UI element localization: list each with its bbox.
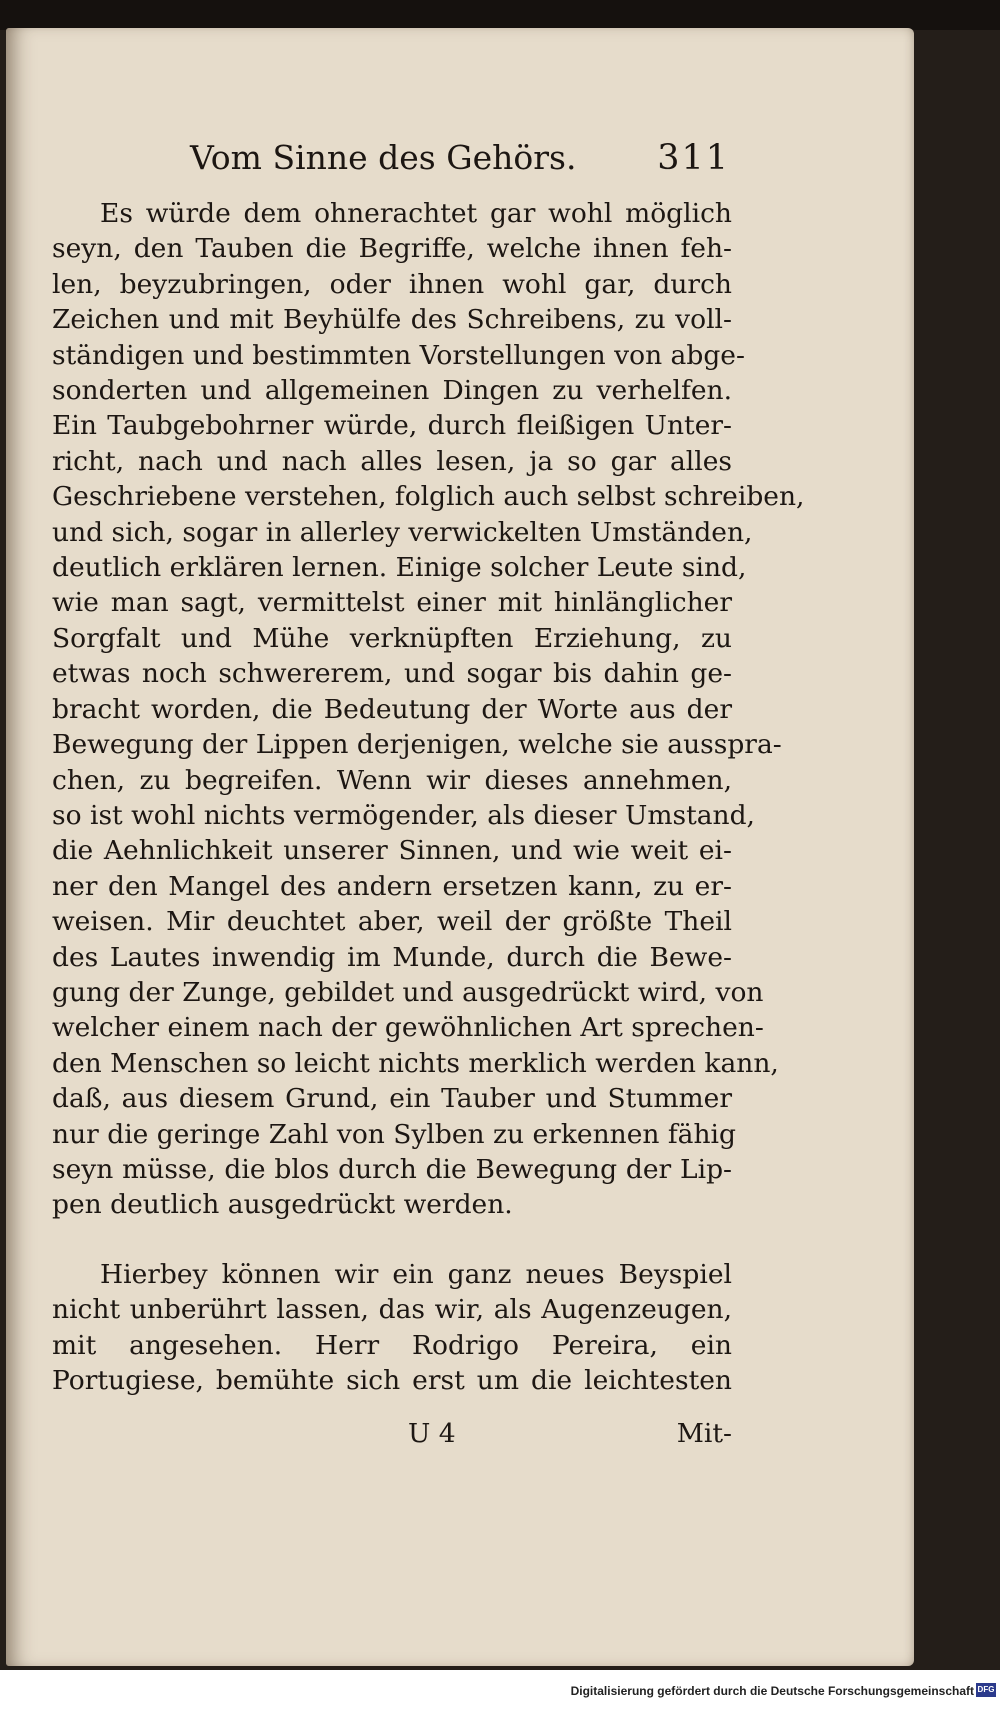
- text-line: und sich, sogar in allerley verwickelten Umständen,: [52, 516, 753, 548]
- text-line: pen deutlich ausgedrückt werden.: [52, 1189, 513, 1221]
- text-line: richt, nach und nach alles lesen, ja so gar alles: [52, 445, 732, 477]
- text-line: Ein Taubgebohrner würde, durch fleißigen Unter-: [52, 410, 732, 442]
- text-line: welcher einem nach der gewöhnlichen Art sprechen-: [52, 1012, 764, 1044]
- text-line: ständigen und bestimmten Vorstellungen von abge-: [52, 339, 745, 371]
- text-line: nur die geringe Zahl von Sylben zu erkennen fähig: [52, 1118, 736, 1150]
- text-line: seyn müsse, die blos durch die Bewegung der Lip-: [52, 1153, 732, 1185]
- text-line: den Menschen so leicht nichts merklich werden kann,: [52, 1047, 779, 1079]
- scan-background-top: [0, 0, 1000, 30]
- running-title: Vom Sinne des Gehörs.: [190, 138, 577, 177]
- text-line: Portugiese, bemühte sich erst um die leichtesten: [52, 1365, 732, 1396]
- text-line: so ist wohl nichts vermögender, als dieser Umstand,: [52, 799, 755, 831]
- text-line: nicht unberührt lassen, das wir, als Augenzeugen,: [52, 1294, 732, 1326]
- page-number: 311: [657, 138, 730, 178]
- paragraph-1: [52, 196, 805, 1223]
- scan-credit-bar: [0, 1670, 1000, 1709]
- page-header: [190, 138, 730, 182]
- text-line: Geschriebene verstehen, folglich auch selbst schreiben,: [52, 481, 805, 513]
- text-line: Zeichen und mit Beyhülfe des Schreibens, zu voll-: [52, 304, 732, 336]
- paragraph-2: [52, 1257, 732, 1399]
- page-footer: [52, 1418, 732, 1454]
- text-line: die Aehnlichkeit unserer Sinnen, und wie weit ei-: [52, 835, 732, 867]
- text-line: bracht worden, die Bedeutung der Worte aus der: [52, 693, 732, 725]
- text-line: daß, aus diesem Grund, ein Tauber und Stummer: [52, 1083, 732, 1115]
- text-line: gung der Zunge, gebildet und ausgedrückt wird, von: [52, 976, 764, 1008]
- text-line: ner den Mangel des andern ersetzen kann, zu er-: [52, 870, 732, 902]
- text-line: chen, zu begreifen. Wenn wir dieses annehmen,: [52, 764, 732, 796]
- text-line: etwas noch schwererem, und sogar bis dahin ge-: [52, 658, 732, 690]
- text-line: weisen. Mir deuchtet aber, weil der größte Theil: [52, 906, 732, 938]
- text-line: len, beyzubringen, oder ihnen wohl gar, durch: [52, 268, 732, 300]
- page-body: [52, 196, 805, 1398]
- text-line: deutlich erklären lernen. Einige solcher Leute sind,: [52, 552, 747, 584]
- text-line: sonderten und allgemeinen Dingen zu verhelfen.: [52, 375, 732, 407]
- text-line: Hierbey können wir ein ganz neues Beyspiel: [100, 1258, 732, 1290]
- catchword: Mit-: [676, 1418, 732, 1449]
- text-line: seyn, den Tauben die Begriffe, welche ihnen feh-: [52, 233, 732, 265]
- text-line: Bewegung der Lippen derjenigen, welche sie aussprа-: [52, 729, 782, 761]
- text-line: des Lautes inwendig im Munde, durch die Bewe-: [52, 941, 732, 973]
- dfg-logo: DFG: [976, 1683, 996, 1697]
- text-line: Es würde dem ohnerachtet gar wohl möglich: [100, 198, 732, 229]
- scan-credit-text: Digitalisierung gefördert durch die Deutsche Forschungsgemeinschaft: [570, 1684, 974, 1698]
- text-line: wie man sagt, vermittelst einer mit hinlänglicher: [52, 587, 732, 619]
- text-line: Sorgfalt und Mühe verknüpften Erziehung, zu: [52, 622, 732, 654]
- text-line: mit angesehen. Herr Rodrigo Pereira, ein: [52, 1329, 732, 1361]
- signature-mark: U 4: [408, 1418, 456, 1449]
